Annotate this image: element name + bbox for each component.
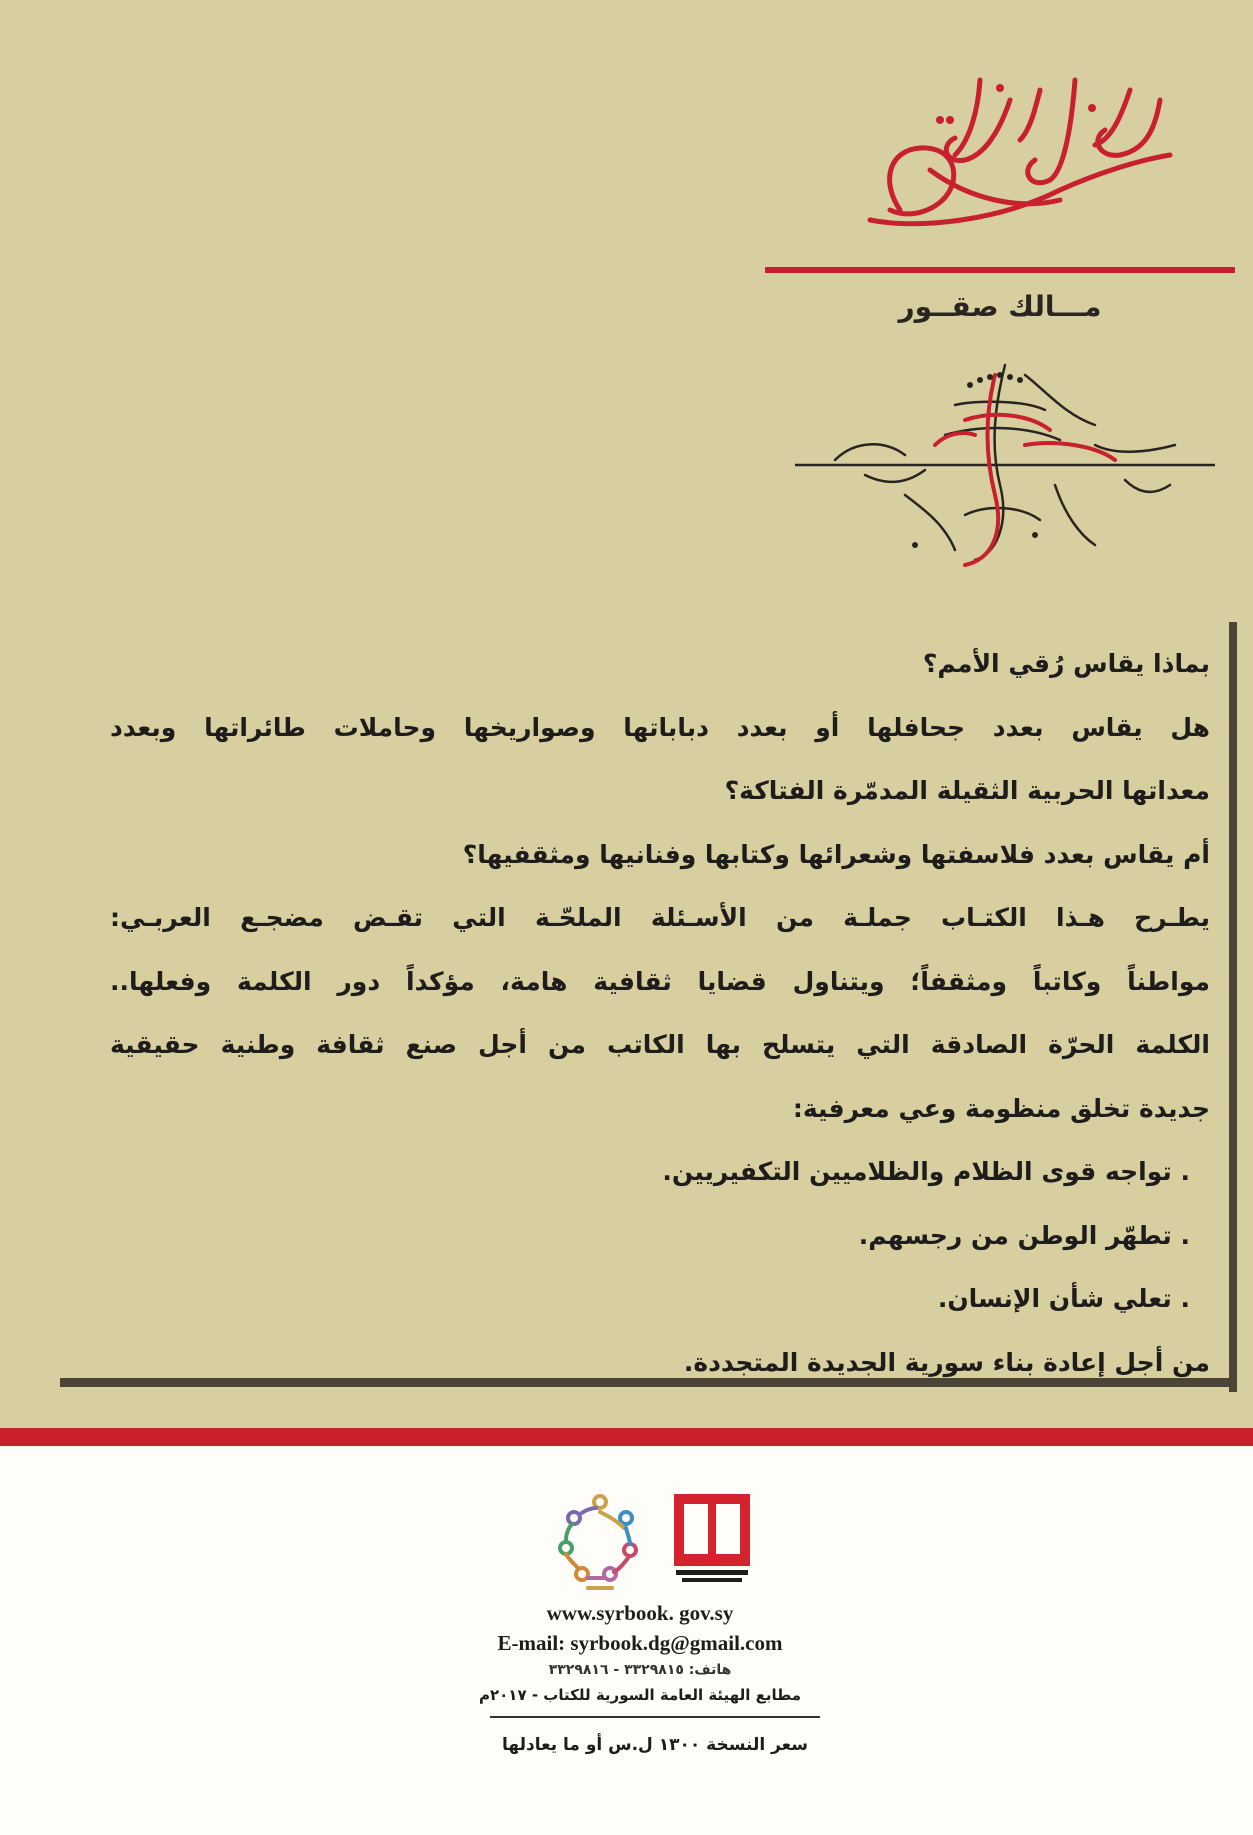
blurb-line: يطـرح هـذا الكتـاب جملـة من الأسـئلة الملحّـة التي تقـض مضجـع العربـي:	[110, 903, 1210, 932]
blurb-list-item: . تعلي شأن الإنسان.	[937, 1284, 1190, 1313]
calligraphy-ornament-icon	[795, 345, 1215, 575]
blurb-line: من أجل إعادة بناء سورية الجديدة المتجددة.	[683, 1347, 1210, 1377]
contact-divider	[490, 1716, 820, 1718]
calligraphy-title-icon	[860, 60, 1180, 250]
printer-credit: مطابع الهيئة العامة السورية للكتاب - ٢٠١٧م	[479, 1686, 801, 1704]
title-divider	[765, 267, 1235, 273]
blurb-line: بماذا يقاس رُقي الأمم؟	[922, 649, 1210, 678]
price-label: سعر النسخة ١٣٠٠ ل.س أو ما يعادلها	[502, 1735, 808, 1755]
open-book-logo-icon	[670, 1490, 754, 1590]
author-name: مـــالك صقــور	[898, 290, 1102, 323]
blurb-list-item: . تواجه قوى الظلام والظلاميين التكفيريين.	[662, 1157, 1190, 1186]
blurb-line: معداتها الحربية الثقيلة المدمّرة الفتاكة؟	[724, 776, 1210, 805]
blurb-line: أم يقاس بعدد فلاسفتها وشعرائها وكتابها وفنانيها ومثقفيها؟	[462, 839, 1210, 869]
blurb-line: جديدة تخلق منظومة وعي معرفية:	[792, 1093, 1210, 1123]
email-address[interactable]: E-mail: syrbook.dg@gmail.com	[497, 1631, 783, 1655]
blurb-line: هل يقاس بعدد جحافلها أو بعدد دباباتها وصواريخها وحاملات طائراتها وبعدد	[110, 712, 1210, 742]
back-cover-blurb	[110, 632, 1210, 1377]
culture-ring-logo-icon	[548, 1488, 652, 1598]
blurb-list-item: . تطهّر الوطن من رجسهم.	[858, 1220, 1190, 1250]
blurb-line: الكلمة الحرّة الصادقة التي يتسلح بها الكاتب من أجل صنع ثقافة وطنية حقيقية	[110, 1030, 1210, 1059]
publisher-contact	[440, 1598, 840, 1708]
blurb-line: مواطناً وكاتباً ومثقفاً؛ ويتناول قضايا ثقافية هامة، مؤكداً دور الكلمة وفعلها..	[110, 966, 1210, 996]
red-divider-band	[0, 1428, 1253, 1446]
panel-border-right	[1229, 622, 1237, 1392]
phone-numbers: هاتف: ٣٣٢٩٨١٥ - ٣٣٢٩٨١٦	[548, 1662, 732, 1678]
website-link[interactable]: www.syrbook. gov.sy	[546, 1601, 734, 1625]
